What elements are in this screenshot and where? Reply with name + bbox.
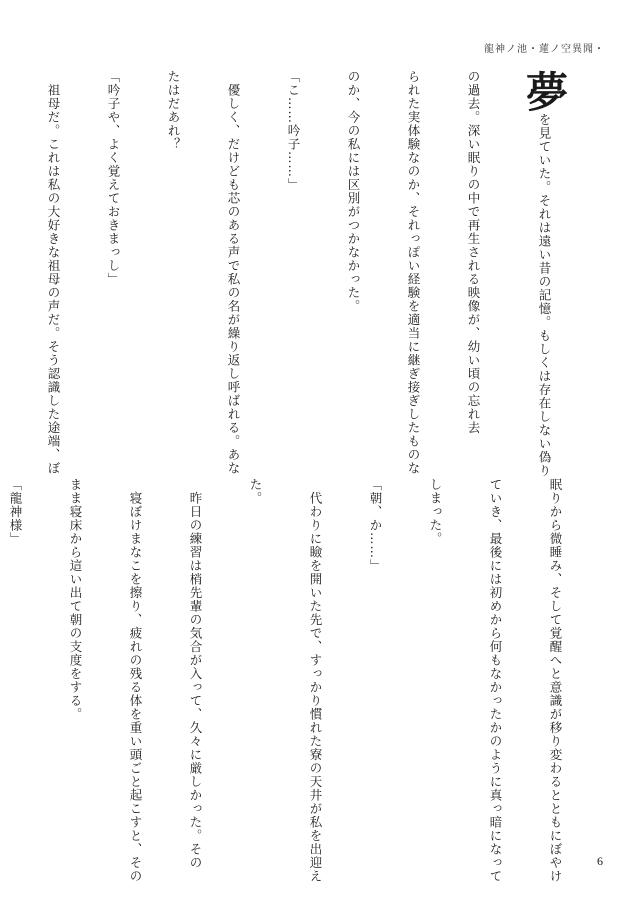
text-line: ていき、最後には初めから何もなかったかのように真っ暗になって: [488, 478, 503, 883]
page-number: 6: [597, 854, 603, 868]
text-line: 代わりに瞼を開いた先で、すっかり慣れた寮の天井が私を出迎え: [308, 478, 323, 883]
upper-text-block: [0, 70, 605, 478]
text-line: 寝ぼけまなこを擦り、疲れの残る体を重い頭ごと起こすと、その: [128, 478, 143, 883]
text-line: のか、今の私には区別がつかなかった。: [346, 70, 361, 313]
text-line: た。: [248, 478, 263, 505]
first-line: [520, 70, 569, 478]
text-line: 「龍神様」: [8, 478, 23, 546]
running-header: 龍神ノ池・蓮ノ空異聞・: [484, 44, 605, 55]
text-line: 眠りから微睡み、そして覚醒へと意識が移り変わるとともにぼやけ: [548, 478, 563, 883]
text-line: 「吟子や、よく覚えておきまっし」: [106, 70, 121, 286]
lower-text-block: [0, 478, 605, 883]
text-line: しまった。: [428, 478, 443, 546]
text-line: [0, 70, 3, 470]
text-line: られた実体験なのか、それっぽい経験を適当に継ぎ接ぎしたものな: [406, 70, 421, 475]
text-line: たはだあれ？: [166, 70, 181, 151]
text-line: まま寝床から這い出て朝の支度をする。: [68, 478, 83, 721]
first-line-rest: を見ていた。それは遠い昔の記憶。もしくは存在しない偽り: [537, 113, 552, 478]
text-line: 「朝、か……」: [368, 478, 383, 573]
text-line: 祖母だ。これは私の大好きな祖母の声だ。そう認識した途端、ぼ: [46, 70, 61, 475]
text-line: の過去。深い眠りの中で再生される映像が、幼い頃の忘れ去: [466, 70, 481, 435]
drop-cap: 夢: [520, 70, 569, 113]
text-line: 昨日の練習は梢先輩の気合が入って、久々に厳しかった。その: [188, 478, 203, 870]
text-line: 「こ……吟子……」: [286, 70, 301, 192]
text-line: 優しく、だけども芯のある声で私の名が繰り返し呼ばれる。あな: [226, 70, 241, 475]
